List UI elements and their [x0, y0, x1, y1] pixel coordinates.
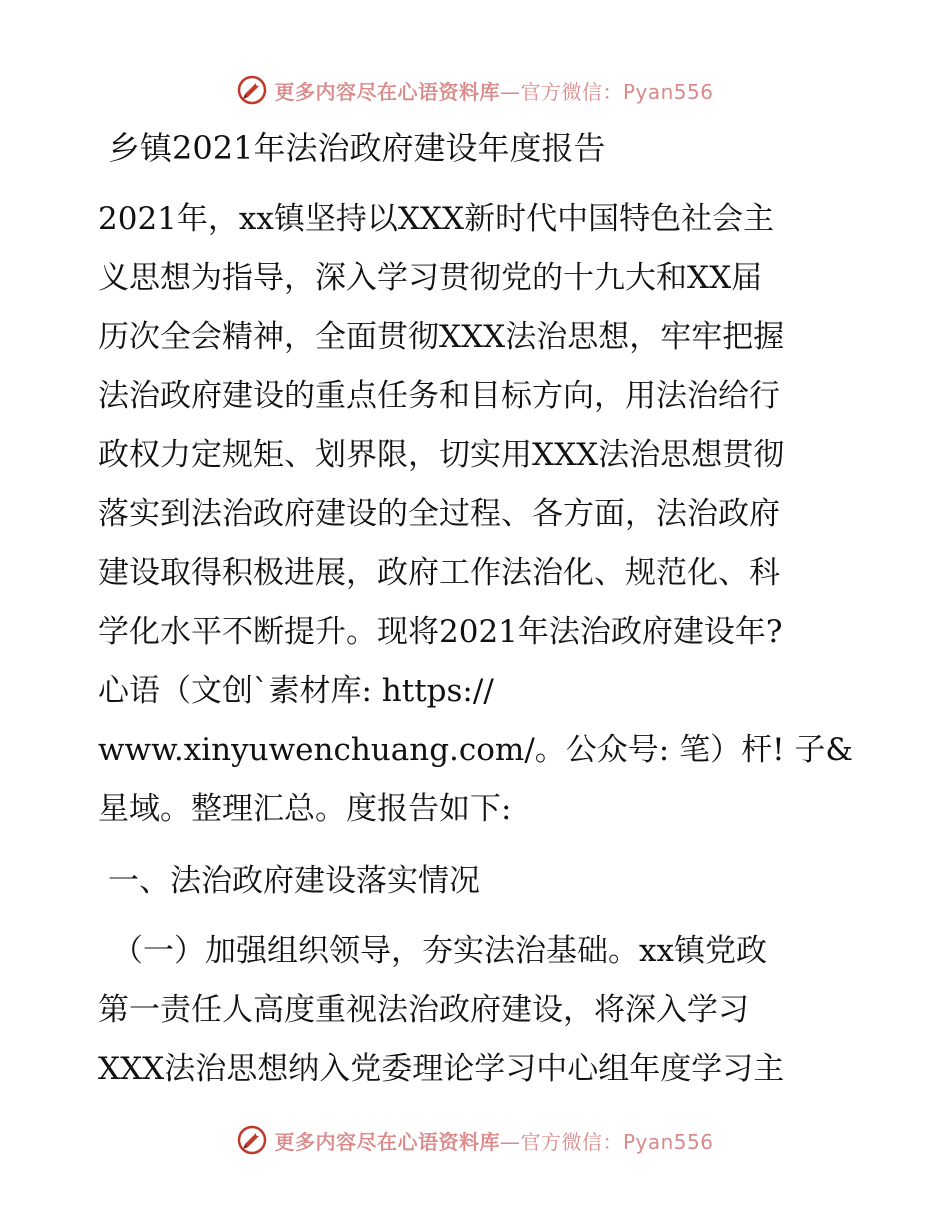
paragraph-line: 义思想为指导，深入学习贯彻党的十九大和XX届: [98, 260, 763, 296]
paragraph-line: 学化水平不断提升。现将2021年法治政府建设年?: [98, 614, 783, 650]
watermark-banner-top: [0, 70, 950, 110]
document-title: 乡镇2021年法治政府建设年度报告: [108, 129, 606, 167]
paragraph-line: 星域。整理汇总。度报告如下:: [98, 791, 512, 827]
watermark-separator: —: [499, 1129, 521, 1154]
paragraph-line: 2021年，xx镇坚持以XXX新时代中国特色社会主: [98, 201, 775, 237]
paragraph-line: XXX法治思想纳入党委理论学习中心组年度学习主: [98, 1051, 785, 1087]
watermark-text: 更多内容尽在心语资料库: [274, 1129, 500, 1154]
brand-logo-icon: [236, 1124, 268, 1156]
watermark-banner-bottom: [0, 1120, 950, 1160]
paragraph-line: 第一责任人高度重视法治政府建设，将深入学习: [98, 992, 749, 1028]
watermark-contact: 官方微信：Pyan556: [520, 1129, 714, 1154]
paragraph-line: 落实到法治政府建设的全过程、各方面，法治政府: [98, 496, 780, 532]
brand-logo-icon: [236, 74, 268, 106]
paragraph-line: （一）加强组织领导，夯实法治基础。xx镇党政: [112, 933, 767, 969]
intro-paragraph: [98, 190, 858, 839]
paragraph-line: 历次全会精神，全面贯彻XXX法治思想，牢牢把握: [98, 319, 785, 355]
section-heading: 一、法治政府建设落实情况: [108, 863, 480, 899]
section-paragraph: [98, 922, 858, 1099]
watermark-text: 更多内容尽在心语资料库: [274, 79, 500, 104]
paragraph-line: www.xinyuwenchuang.com/。公众号: 笔）杆! 子&: [98, 732, 853, 768]
watermark-contact: 官方微信：Pyan556: [520, 79, 714, 104]
paragraph-line: 心语（文创`素材库: https://: [98, 673, 494, 709]
paragraph-line: 法治政府建设的重点任务和目标方向，用法治给行: [98, 378, 780, 414]
watermark-separator: —: [499, 79, 521, 104]
paragraph-line: 政权力定规矩、划界限，切实用XXX法治思想贯彻: [98, 437, 785, 473]
paragraph-line: 建设取得积极进展，政府工作法治化、规范化、科: [98, 555, 780, 591]
